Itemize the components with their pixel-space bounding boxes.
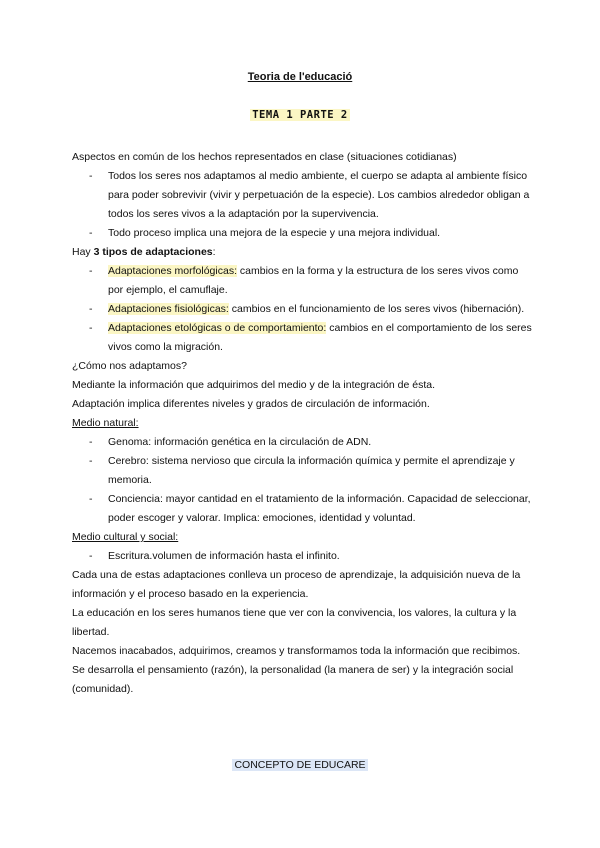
types-list — [72, 262, 532, 357]
list-item — [72, 319, 532, 357]
document-title: Teoria de l'educació — [247, 71, 353, 83]
dash-marker: - — [89, 550, 93, 562]
types-prefix: Hay — [72, 246, 94, 258]
dash-marker: - — [89, 265, 93, 277]
types-suffix: : — [212, 246, 216, 258]
list-item — [72, 167, 532, 224]
dash-marker: - — [89, 303, 93, 315]
list-item-text: Genoma: información genética en la circulación de ADN. — [108, 436, 372, 448]
list-item — [72, 262, 532, 300]
body-paragraph: Cada una de estas adaptaciones conlleva un proceso de aprendizaje, la adquisición nueva de la información y el proceso basado en la experiencia. — [72, 569, 521, 600]
intro-list — [72, 167, 532, 243]
body-paragraph: Se desarrolla el pensamiento (razón), la personalidad (la manera de ser) y la integración social (comunidad). — [72, 664, 514, 695]
list-item — [72, 490, 532, 528]
cultural-heading: Medio cultural y social: — [72, 531, 179, 543]
dash-marker: - — [89, 493, 93, 505]
answer-paragraph: Mediante la información que adquirimos del medio y de la integración de ésta. — [72, 379, 436, 391]
subtitle-text: TEMA 1 PARTE 2 — [252, 109, 348, 121]
list-item-text: Todo proceso implica una mejora de la especie y una mejora individual. — [108, 227, 441, 239]
intro-paragraph: Aspectos en común de los hechos representados en clase (situaciones cotidianas) — [72, 151, 457, 163]
natural-list — [72, 433, 532, 528]
term-description: cambios en el funcionamiento de los seres vivos (hibernación). — [228, 303, 525, 315]
list-item — [72, 452, 532, 490]
dash-marker: - — [89, 227, 93, 239]
dash-marker: - — [89, 455, 93, 467]
list-item — [72, 224, 532, 243]
footer-heading — [0, 759, 600, 771]
types-paragraph — [72, 243, 532, 262]
body-paragraph: Nacemos inacabados, adquirimos, creamos y transformamos toda la información que recibimos. — [72, 645, 521, 657]
answer2-paragraph: Adaptación implica diferentes niveles y grados de circulación de información. — [72, 398, 430, 410]
natural-heading: Medio natural: — [72, 417, 139, 429]
term-description: cambios en el comportamiento de los seres vivos como la migración. — [108, 322, 532, 353]
list-item-text: Cerebro: sistema nervioso que circula la información química y permite el aprendizaje y memoria. — [108, 455, 515, 486]
types-bold: 3 tipos de adaptaciones — [93, 246, 213, 258]
body-paragraph: La educación en los seres humanos tiene que ver con la convivencia, los valores, la cultura y la libertad. — [72, 607, 517, 638]
list-item — [72, 547, 532, 566]
footer-heading-text: CONCEPTO DE EDUCARE — [234, 759, 366, 771]
dash-marker: - — [89, 170, 93, 182]
highlighted-term: Adaptaciones fisiológicas: — [108, 303, 229, 315]
cultural-list — [72, 547, 532, 566]
term-description: cambios en la forma y la estructura de los seres vivos como por ejemplo, el camuflaje. — [108, 265, 519, 296]
dash-marker: - — [89, 436, 93, 448]
question-paragraph: ¿Cómo nos adaptamos? — [72, 360, 187, 372]
dash-marker: - — [89, 322, 93, 334]
highlighted-term: Adaptaciones etológicas o de comportamiento: — [108, 322, 327, 334]
highlighted-term: Adaptaciones morfológicas: — [108, 265, 237, 277]
list-item — [72, 433, 532, 452]
list-item-text: Escritura.volumen de información hasta el infinito. — [108, 550, 340, 562]
list-item-text: Todos los seres nos adaptamos al medio ambiente, el cuerpo se adapta al ambiente físico para poder sobrevivir (vivir y perpetuación de la especie). Los cambios alrededor obligan a todos los seres vivos a la adaptación por la supervivencia. — [108, 170, 530, 220]
list-item — [72, 300, 532, 319]
document-subtitle — [0, 109, 600, 121]
document-body — [72, 148, 532, 699]
list-item-text: Conciencia: mayor cantidad en el tratamiento de la información. Capacidad de seleccionar, poder escoger y valorar. Implica: emociones, identidad y voluntad. — [108, 493, 531, 524]
